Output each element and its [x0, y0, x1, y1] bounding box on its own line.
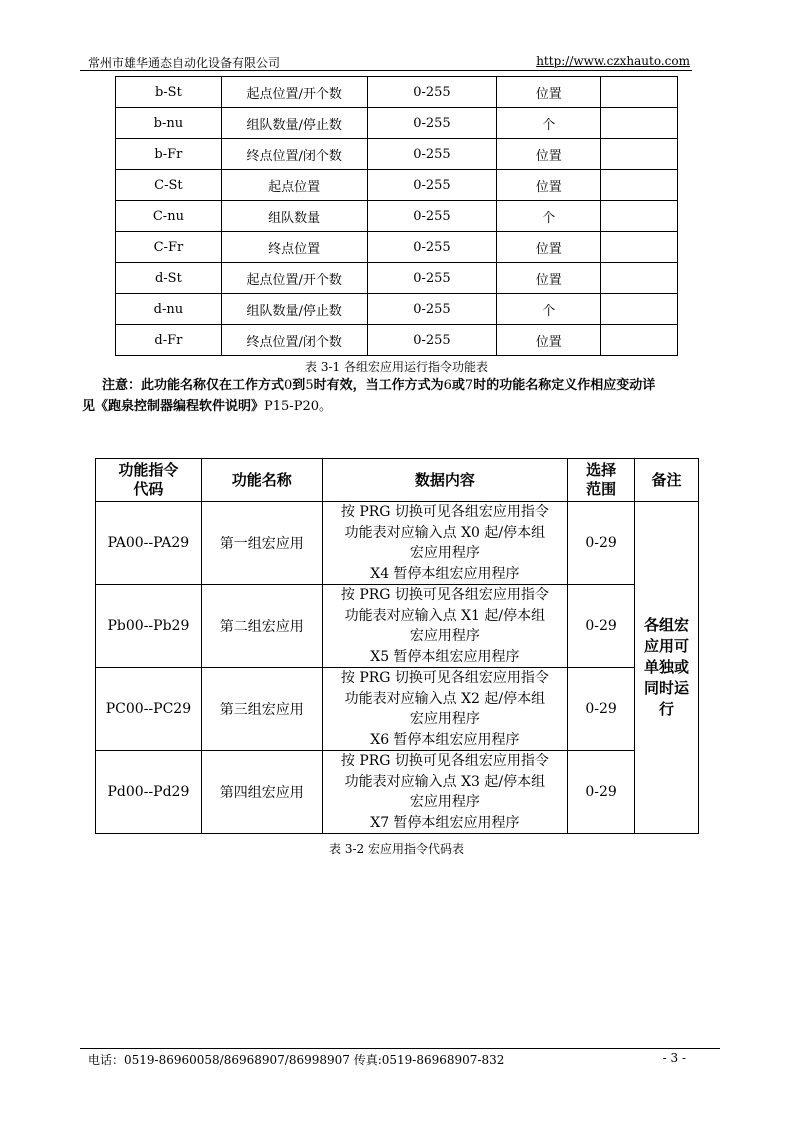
macro-code-cell: Pb00--Pb29: [96, 585, 202, 668]
table-cell: [601, 232, 678, 263]
table-cell: 起点位置/开个数: [221, 77, 367, 108]
macro-range-cell: 0-29: [568, 751, 635, 834]
table-cell: 0-255: [367, 325, 497, 356]
note-text: 到: [292, 378, 306, 393]
table-cell: 个: [497, 294, 601, 325]
macro-code-cell: PC00--PC29: [96, 668, 202, 751]
header-content: 数据内容: [322, 459, 568, 502]
table-row: [116, 294, 678, 325]
table-cell: b-Fr: [116, 139, 222, 170]
note-number: 7: [464, 378, 474, 393]
macro-range-cell: 0-29: [568, 502, 635, 585]
table-cell: 个: [497, 201, 601, 232]
note-number: 5: [305, 378, 314, 393]
table-row: [116, 325, 678, 356]
table-row: [96, 668, 699, 751]
table-cell: 位置: [497, 170, 601, 201]
macro-content-cell: 按 PRG 切换可见各组宏应用指令 功能表对应输入点 X3 起/停本组 宏应用程序 X7 暂停本组宏应用程序: [322, 751, 568, 834]
note-text: 时的功能名称定义作相应变动详: [473, 378, 656, 393]
table-cell: b-St: [116, 77, 222, 108]
macro-code-cell: Pd00--Pd29: [96, 751, 202, 834]
table-cell: b-nu: [116, 108, 222, 139]
note-number: 0: [284, 378, 293, 393]
table-cell: 0-255: [367, 232, 497, 263]
macro-content-cell: 按 PRG 切换可见各组宏应用指令 功能表对应输入点 X1 起/停本组 宏应用程序 X5 暂停本组宏应用程序: [322, 585, 568, 668]
table-cell: 起点位置: [221, 170, 367, 201]
header-name: 功能名称: [201, 459, 322, 502]
table-cell: d-St: [116, 263, 222, 294]
note-text: 注意：此功能名称仅在工作方式: [102, 378, 285, 393]
header-range: 选择 范围: [568, 459, 635, 502]
page-number: - 3 -: [662, 1051, 686, 1065]
table-cell: 0-255: [367, 77, 497, 108]
macro-code-table: [95, 458, 699, 834]
page-footer: [80, 1048, 720, 1067]
table-row: [116, 170, 678, 201]
table-cell: 组队数量/停止数: [221, 294, 367, 325]
header-code: 功能指令 代码: [96, 459, 202, 502]
table-cell: 位置: [497, 139, 601, 170]
macro-command-table: [115, 76, 678, 356]
note-number: 6: [443, 378, 452, 393]
macro-name-cell: 第三组宏应用: [201, 668, 322, 751]
table-cell: 0-255: [367, 201, 497, 232]
table-row: [96, 585, 699, 668]
table1-caption: 表 3-1 各组宏应用运行指令功能表: [305, 360, 488, 374]
macro-content-cell: 按 PRG 切换可见各组宏应用指令 功能表对应输入点 X0 起/停本组 宏应用程序 X4 暂停本组宏应用程序: [322, 502, 568, 585]
macro-range-cell: 0-29: [568, 585, 635, 668]
table-cell: 个: [497, 108, 601, 139]
table-cell: [601, 263, 678, 294]
note-text: 或: [451, 378, 465, 393]
table-cell: [601, 108, 678, 139]
table-cell: 位置: [497, 232, 601, 263]
table-row: [116, 232, 678, 263]
table-cell: 0-255: [367, 170, 497, 201]
table-cell: [601, 170, 678, 201]
table-cell: 组队数量: [221, 201, 367, 232]
table-cell: 起点位置/开个数: [221, 263, 367, 294]
company-name: 常州市雄华通态自动化设备有限公司: [88, 56, 281, 70]
table-row: [96, 751, 699, 834]
table-cell: d-Fr: [116, 325, 222, 356]
table-row: [116, 201, 678, 232]
macro-content-cell: 按 PRG 切换可见各组宏应用指令 功能表对应输入点 X2 起/停本组 宏应用程序 X6 暂停本组宏应用程序: [322, 668, 568, 751]
note-line-1: [82, 376, 722, 396]
table-cell: 位置: [497, 77, 601, 108]
table2-caption: 表 3-2 宏应用指令代码表: [329, 842, 464, 856]
table-cell: [601, 201, 678, 232]
macro-code-cell: PA00--PA29: [96, 502, 202, 585]
contact-info: 电话：0519-86960058/86968907/86998907 传真:0519-86968907-832: [88, 1053, 505, 1067]
macro-name-cell: 第四组宏应用: [201, 751, 322, 834]
header-remark: 备注: [635, 459, 699, 502]
table-cell: 终点位置/闭个数: [221, 325, 367, 356]
note-text: 时有效，当工作方式为: [313, 378, 444, 393]
table-cell: 组队数量/停止数: [221, 108, 367, 139]
page-header: [80, 52, 692, 71]
table-row: [116, 139, 678, 170]
table-cell: 位置: [497, 325, 601, 356]
table-row: [116, 77, 678, 108]
table-cell: d-nu: [116, 294, 222, 325]
website-link[interactable]: http://www.czxhauto.com: [536, 54, 690, 68]
table-cell: 终点位置: [221, 232, 367, 263]
note-text: 见《跑泉控制器编程软件说明》: [82, 399, 265, 414]
remark-cell: 各组宏 应用可 单独或 同时运 行: [635, 502, 699, 834]
table-cell: [601, 325, 678, 356]
table-cell: [601, 77, 678, 108]
table-cell: 0-255: [367, 294, 497, 325]
note-line-2: [82, 397, 722, 417]
table-cell: 0-255: [367, 139, 497, 170]
table-header-row: [96, 459, 699, 502]
table-cell: 0-255: [367, 263, 497, 294]
table-row: [96, 502, 699, 585]
table-cell: 0-255: [367, 108, 497, 139]
table-cell: C-nu: [116, 201, 222, 232]
table-row: [116, 108, 678, 139]
macro-range-cell: 0-29: [568, 668, 635, 751]
table-cell: C-St: [116, 170, 222, 201]
macro-name-cell: 第二组宏应用: [201, 585, 322, 668]
table-cell: 位置: [497, 263, 601, 294]
table-cell: C-Fr: [116, 232, 222, 263]
macro-name-cell: 第一组宏应用: [201, 502, 322, 585]
table-cell: [601, 294, 678, 325]
note-page-ref: P15-P20。: [264, 399, 332, 414]
table-cell: [601, 139, 678, 170]
table-row: [116, 263, 678, 294]
table-cell: 终点位置/闭个数: [221, 139, 367, 170]
